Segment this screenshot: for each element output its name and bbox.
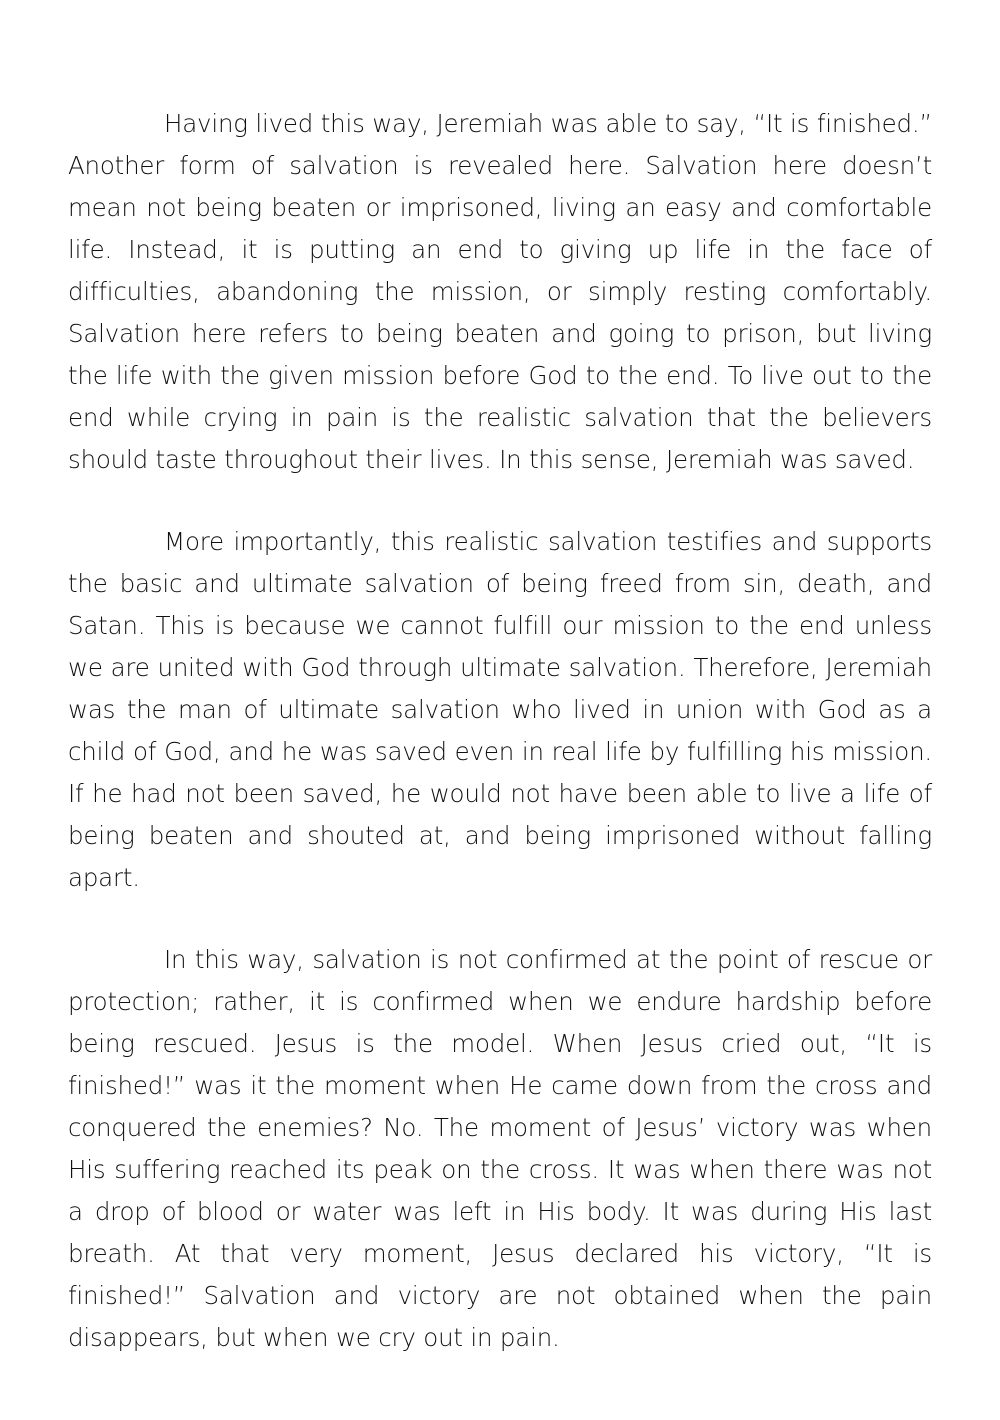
paragraph-1: Having lived this way, Jeremiah was able to say, “It is finished.” Another form of salvation is revealed here. Salvation here doesn’t mean not being beaten or imprisoned, living an easy and comfortable life. Instead, it is putting an end to giving up life in the face of difficulties, abandoning the mission, or simply resting comfortably. Salvation here refers to being beaten and going to prison, but living the life with the given mission before God to the end. To live out to the end while crying in pain is the realistic salvation that the believers should taste throughout their lives. In this sense, Jeremiah was saved.	[68, 109, 932, 474]
paragraph-3: In this way, salvation is not confirmed at the point of rescue or protection; rather, it is confirmed when we endure hardship before being rescued. Jesus is the model. When Jesus cried out, “It is finished!” was it the moment when He came down from the cross and conquered the enemies? No. The moment of Jesus’ victory was when His suffering reached its peak on the cross. It was when there was not a drop of blood or water was left in His body. It was during His last breath. At that very moment, Jesus declared his victory, “It is finished!” Salvation and victory are not obtained when the pain disappears, but when we cry out in pain.	[68, 945, 932, 1352]
document-page	[68, 103, 932, 1359]
paragraph-2: More importantly, this realistic salvation testifies and supports the basic and ultimate salvation of being freed from sin, death, and Satan. This is because we cannot fulfill our mission to the end unless we are united with God through ultimate salvation. Therefore, Jeremiah was the man of ultimate salvation who lived in union with God as a child of God, and he was saved even in real life by fulfilling his mission. If he had not been saved, he would not have been able to live a life of being beaten and shouted at, and being imprisoned without falling apart.	[68, 527, 932, 892]
